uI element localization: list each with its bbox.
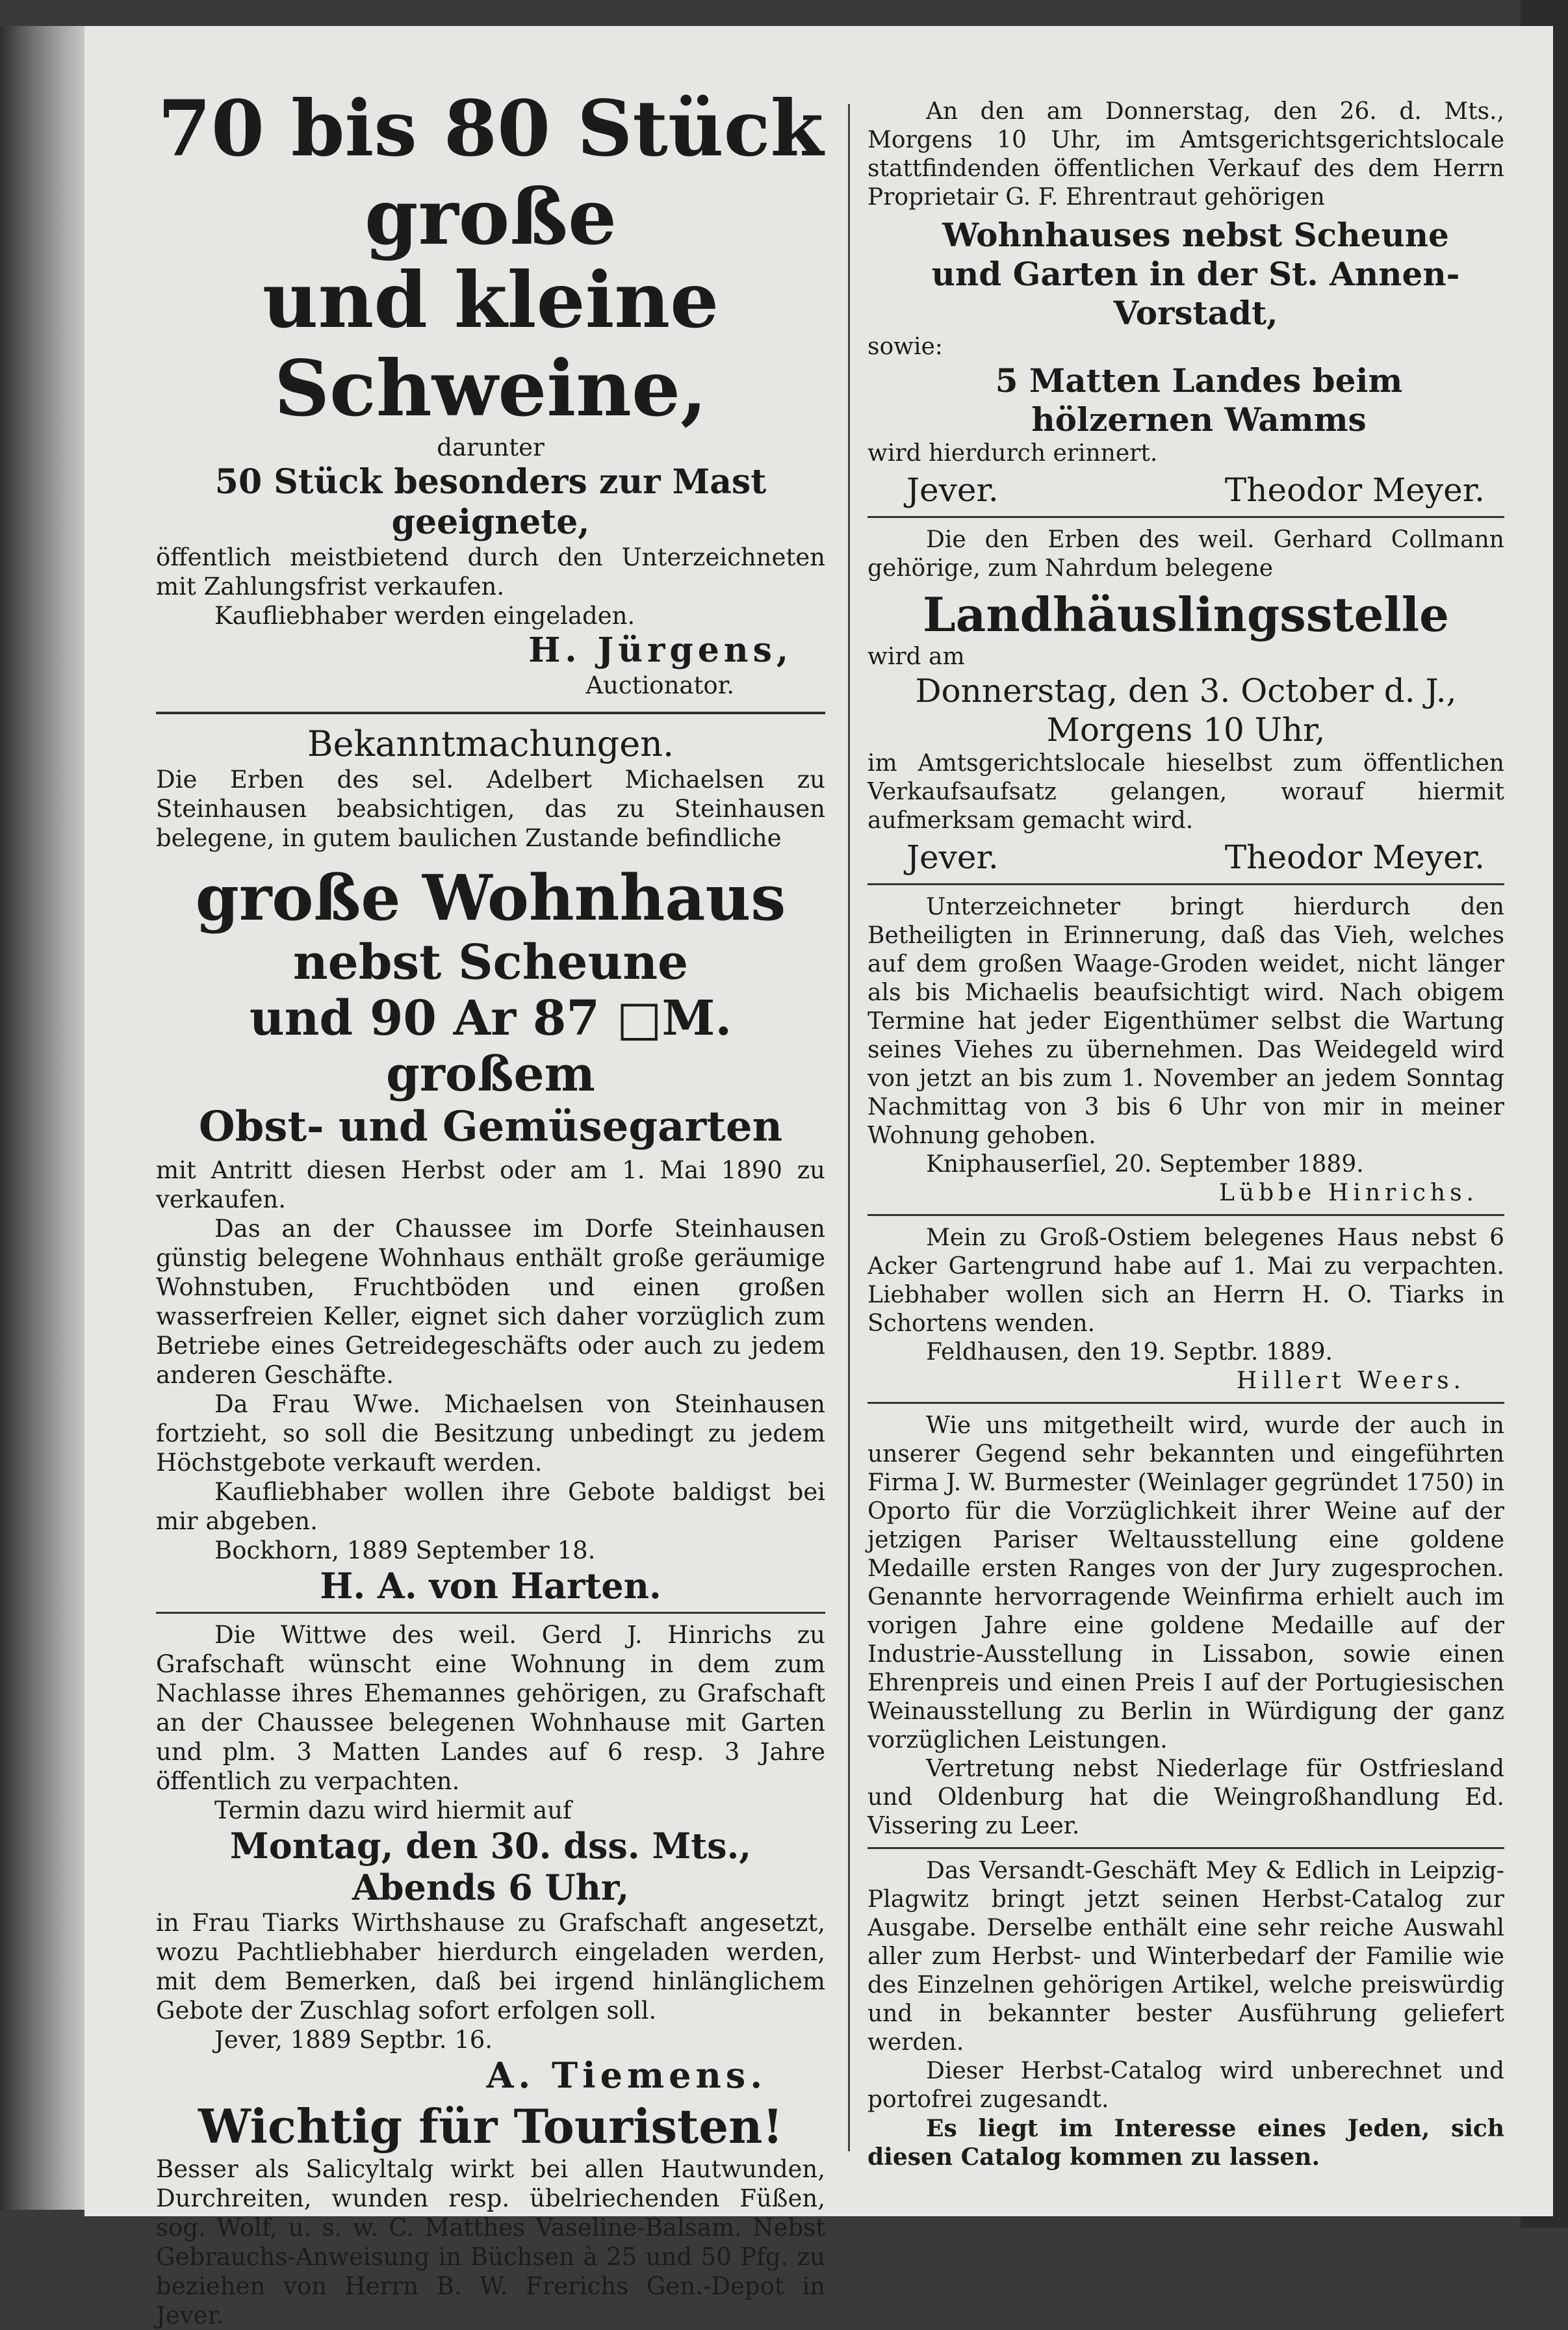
- ad-text: Vertretung nebst Niederlage für Ostfriesland und Oldenburg hat die Weingroßhandlung Ed. Vissering zu Leer.: [868, 1755, 1504, 1839]
- ad-house-annen-vorstadt: [868, 97, 1504, 510]
- ad-footer: [906, 471, 1485, 510]
- ad-text: Kaufliebhaber werden eingeladen.: [214, 602, 636, 630]
- ad-title: Landhäuslingsstelle: [923, 587, 1449, 642]
- ad-place: Jever.: [906, 838, 999, 876]
- ad-text: Die Erben des sel. Adelbert Michaelsen zu Steinhausen beabsichtigen, das zu Steinhausen belegene, in gutem baulichen Zustande befindliche: [156, 766, 825, 852]
- ad-title: große Wohnhaus: [195, 861, 786, 935]
- ad-text: sowie:: [868, 333, 943, 360]
- ad-text: Die den Erben des weil. Gerhard Collmann gehörige, zum Nahrdum belegene: [868, 526, 1504, 582]
- divider: [156, 712, 825, 714]
- ad-text: wird hierdurch erinnert.: [868, 440, 1158, 467]
- ad-text: im Amtsgerichtslocale hieselbst zum öffentlichen Verkaufsaufsatz gelangen, worauf hiermit aufmerksam gemacht wird.: [868, 750, 1504, 834]
- ad-text: Unterzeichneter bringt hierdurch den Betheiligten in Erinnerung, daß das Vieh, welches auf dem großen Waage-Groden weidet, nicht länger als bis Michaelis beaufsichtigt wird. Nach obigem Termine hat jeder Eigenthümer selbst die Wartung seines Viehes zu übernehmen. Das Weidegeld wird von jetzt an bis zum 1. November an jedem Sonntag Nachmittag von 3 bis 6 Uhr von mir in meiner Wohnung gehoben.: [868, 894, 1504, 1149]
- divider: [868, 516, 1504, 518]
- ad-signer: Theodor Meyer.: [1224, 471, 1485, 509]
- ad-signer: Hillert Weers.: [1236, 1367, 1465, 1394]
- ad-house-steinhausen: [156, 723, 825, 1607]
- ad-signer: H. A. von Harten.: [320, 1565, 662, 1607]
- ad-landhaeuslingsstelle: [868, 526, 1504, 877]
- ad-footer: [906, 838, 1485, 877]
- right-column: [868, 97, 1504, 2171]
- ad-text: Termin dazu wird hiermit auf: [214, 1796, 572, 1824]
- book-page-edge: [0, 26, 91, 2210]
- divider: [868, 1214, 1504, 1216]
- ad-tourists: [156, 2099, 825, 2330]
- ad-title: Wohnhauses nebst Scheune und Garten in der St. Annen-Vorstadt,: [931, 216, 1460, 332]
- ad-place: Jever.: [906, 471, 999, 509]
- ad-text: in Frau Tiarks Wirthshause zu Grafschaft angesetzt, wozu Pachtliebhaber hierdurch eingeladen werden, mit dem Bemerken, daß bei irgend hinlänglichem Gebote der Zuschlag sofort erfolgen soll.: [156, 1909, 825, 2025]
- ad-text: Das Versandt-Geschäft Mey & Edlich in Leipzig-Plagwitz bringt jetzt seinen Herbst-Catalog zur Ausgabe. Derselbe enthält eine sehr reiche Auswahl aller zum Herbst- und Winterbedarf der Familie wie des Einzelnen gehörigen Artikel, welche preiswürdig und in bekannter bester Ausführung geliefert werden.: [868, 1858, 1504, 2056]
- ad-text: Wie uns mitgetheilt wird, wurde der auch in unserer Gegend sehr bekannten und eingeführten Firma J. W. Burmester (Weinlager gegründet 1750) in Oporto für die Vorzüglichkeit ihrer Weine auf der jetzigen Pariser Weltausstellung eine goldene Medaille ersten Ranges von der Jury zugesprochen. Genannte hervorragende Weinfirma erhielt auch im vorigen Jahre eine goldene Medaille auf der Industrie-Ausstellung in Lissabon, sowie einen Ehrenpreis und einen Preis I auf der Portugiesischen Weinausstellung zu Berlin in Würdigung der ganz vorzüglichen Leistungen.: [868, 1412, 1504, 1754]
- ad-subtitle: 50 Stück besonders zur Mast geeignete,: [214, 462, 767, 542]
- ad-signer: Lübbe Hinrichs.: [1218, 1180, 1478, 1206]
- ad-place-date: Kniphauserſiel, 20. September 1889.: [926, 1151, 1364, 1178]
- ad-signer-role: Auctionator.: [585, 671, 734, 699]
- ad-text: Dieser Herbst-Catalog wird unberechnet und portofrei zugesandt.: [868, 2058, 1504, 2113]
- ad-place-date: Bockhorn, 1889 September 18.: [214, 1536, 596, 1564]
- ad-house-ostiem: [868, 1224, 1504, 1395]
- ad-signer: H. Jürgens,: [528, 630, 793, 670]
- ad-text: mit Antritt diesen Herbst oder am 1. Mai 1890 zu verkaufen.: [156, 1156, 825, 1213]
- divider: [156, 1612, 825, 1614]
- ad-text: Es liegt im Interesse eines Jeden, sich diesen Catalog kommen zu lassen.: [868, 2115, 1504, 2171]
- ad-text: Das an der Chaussee im Dorfe Steinhausen günstig belegene Wohnhaus enthält große geräumige Wohnstuben, Fruchtböden und einen großen wasserfreien Keller, eignet sich daher vorzüglich zum Betriebe eines Getreidegeschäfts oder auch zu jedem anderen Geschäfte.: [156, 1215, 825, 1389]
- ad-title: Wichtig für Touristen!: [198, 2099, 783, 2154]
- ad-burmester-wine: [868, 1412, 1504, 1841]
- ad-title: 5 Matten Landes beim hölzernen Wamms: [995, 361, 1403, 439]
- ad-text: Kaufliebhaber wollen ihre Gebote baldigst bei mir abgeben.: [156, 1478, 825, 1535]
- ad-title: und 90 Ar 87 □M. großem: [249, 990, 732, 1102]
- ad-text: darunter: [437, 434, 545, 461]
- divider: [868, 1402, 1504, 1404]
- ad-title: und kleine Schweine,: [262, 255, 719, 434]
- ad-cattle-notice: [868, 893, 1504, 1208]
- ad-date: Morgens 10 Uhr,: [1046, 711, 1326, 749]
- ad-date: Abends 6 Uhr,: [352, 1867, 630, 1908]
- ad-pigs: [156, 84, 825, 700]
- ad-signer: A. Tiemens.: [486, 2054, 767, 2096]
- ad-date: Montag, den 30. dss. Mts.,: [229, 1825, 752, 1867]
- ad-place-date: Jever, 1889 Septbr. 16.: [214, 2026, 493, 2054]
- ad-text: öffentlich meistbietend durch den Unterzeichneten mit Zahlungsfrist verkaufen.: [156, 543, 825, 601]
- divider: [868, 883, 1504, 885]
- ad-mey-edlich-catalog: [868, 1857, 1504, 2171]
- column-divider: [848, 104, 850, 2151]
- ad-title: Obst- und Gemüsegarten: [198, 1102, 783, 1151]
- divider: [868, 1847, 1504, 1849]
- ad-text: Die Wittwe des weil. Gerd J. Hinrichs zu Grafschaft wünscht eine Wohnung in dem zum Nachlasse ihres Ehemannes gehörigen, zu Grafschaft an der Chaussee belegenen Wohnhause mit Garten und plm. 3 Matten Landes auf 6 resp. 3 Jahre öffentlich zu verpachten.: [156, 1621, 825, 1795]
- ad-text: An den am Donnerstag, den 26. d. Mts., Morgens 10 Uhr, im Amtsgerichtsgerichtslocale stattfindenden öffentlichen Verkauf des dem Herrn Proprietair G. F. Ehrentraut gehörigen: [868, 98, 1504, 211]
- ad-place-date: Feldhausen, den 19. Septbr. 1889.: [926, 1339, 1333, 1366]
- ad-signer: Theodor Meyer.: [1224, 838, 1485, 876]
- ad-text: Da Frau Wwe. Michaelsen von Steinhausen fortzieht, so soll die Besitzung unbedingt zu jedem Höchstgebote verkauft werden.: [156, 1390, 825, 1477]
- ad-title: 70 bis 80 Stück große: [157, 83, 824, 262]
- left-column: [156, 84, 825, 2330]
- ad-text: Mein zu Groß-Ostiem belegenes Haus nebst 6 Acker Gartengrund habe auf 1. Mai zu verpachten. Liebhaber wollen sich an Herrn H. O. Tiarks in Schortens wenden.: [868, 1224, 1504, 1337]
- ad-text: Besser als Salicyltalg wirkt bei allen Hautwunden, Durchreiten, wunden resp. übelriechenden Füßen, sog. Wolf, u. s. w. C. Matthes Vaseline-Balsam. Nebst Gebrauchs-Anweisung in Büchsen à 25 und 50 Pfg. zu beziehen von Herrn B. W. Frerichs Gen.-Depot in Jever.: [156, 2155, 825, 2329]
- ad-date: Donnerstag, den 3. October d. J.,: [915, 672, 1457, 710]
- ad-text: wird am: [868, 643, 965, 670]
- ad-title: nebst Scheune: [292, 935, 689, 990]
- section-heading: Bekanntmachungen.: [307, 723, 675, 764]
- ad-lease-grafschaft: [156, 1620, 825, 2096]
